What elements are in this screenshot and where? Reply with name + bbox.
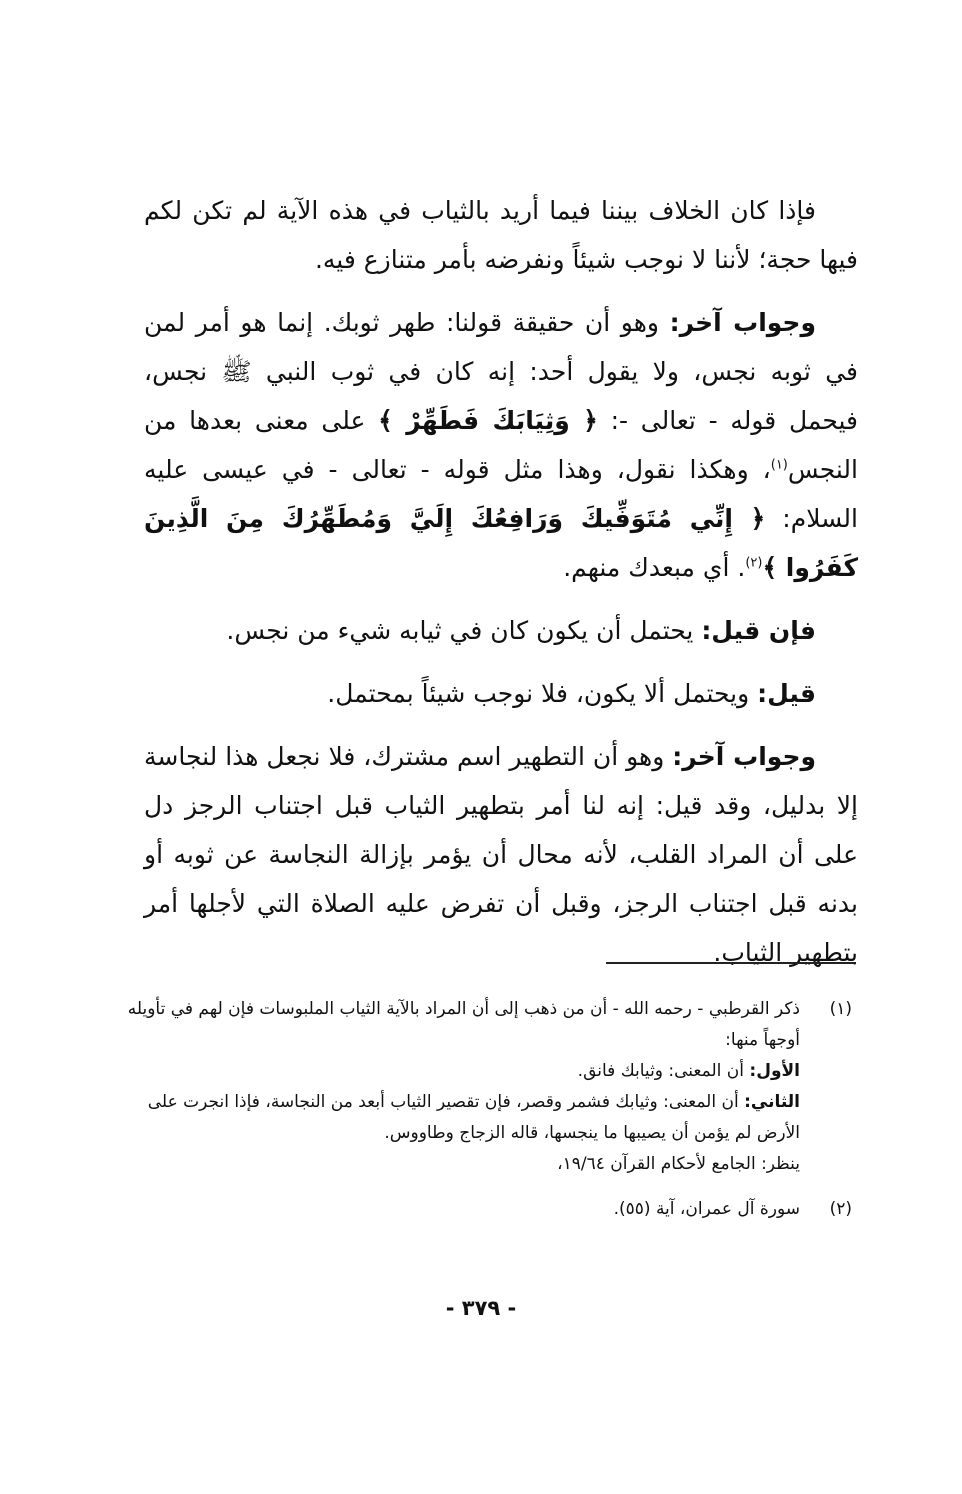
paragraph-4-label: قيل: xyxy=(757,679,816,708)
paragraph-3 xyxy=(144,606,858,655)
quran-quote-2: ﴿ إِنِّي مُتَوَفِّيكَ وَرَافِعُكَ إِلَيَّ وَمُطَهِّرُكَ مِنَ الَّذِينَ كَفَرُوا ﴾ xyxy=(144,504,858,582)
footnote-ref-2[interactable]: (٢) xyxy=(745,555,763,571)
footnote-1-number: (١) xyxy=(829,999,852,1019)
footnote-1 xyxy=(110,994,852,1180)
footnote-1-first-text: أن المعنى: وثيابك فانق. xyxy=(577,1061,750,1081)
footnote-1-first xyxy=(110,1056,800,1087)
footnote-1-second-label: الثاني: xyxy=(744,1092,800,1112)
paragraph-2-text-d: . أي مبعدك منهم. xyxy=(563,553,746,582)
footnote-1-second-text: أن المعنى: وثيابك فشمر وقصر، فإن تقصير الثياب أبعد من النجاسة، فإذا انجرت على الأرض لم يؤمن أن يصيبها ما ينجسها، قاله الزجاج وطاووس. xyxy=(147,1092,800,1143)
paragraph-2-text-c: ، وهكذا نقول، وهذا مثل قوله - تعالى - في عيسى عليه السلام: xyxy=(144,455,858,533)
paragraph-5-label: وجواب آخر: xyxy=(672,742,817,771)
footnote-divider xyxy=(606,962,856,964)
footnote-1-second xyxy=(110,1087,800,1149)
main-text xyxy=(144,186,858,977)
paragraph-2-text-b: على معنى بعدها من النجس xyxy=(144,406,858,484)
footnote-2 xyxy=(110,1194,852,1225)
footnote-1-source: ينظر: الجامع لأحكام القرآن ١٩/٦٤، xyxy=(557,1154,800,1174)
paragraph-2-text-a: وهو أن حقيقة قولنا: طهر ثوبك. إنما هو أمر لمن في ثوبه نجس، ولا يقول أحد: إنه كان في ثوب النبي ﷺ نجس، فيحمل قوله - تعالى -: xyxy=(144,308,859,435)
paragraph-5-text: وهو أن التطهير اسم مشترك، فلا نجعل هذا لنجاسة إلا بدليل، وقد قيل: إنه لنا أمر بتطهير الثياب قبل اجتناب الرجز دل على أن المراد القلب، لأنه محال أن يؤمر بإزالة النجاسة عن ثوبه أو بدنه قبل اجتناب الرجز، وقبل أن تفرض عليه الصلاة التي لأجلها أمر بتطهير الثياب. xyxy=(144,742,858,967)
paragraph-4-text: ويحتمل ألا يكون، فلا نوجب شيئاً بمحتمل. xyxy=(327,679,758,708)
paragraph-5 xyxy=(144,732,858,977)
paragraph-2 xyxy=(144,298,858,592)
paragraph-3-label: فإن قيل: xyxy=(701,616,816,645)
paragraph-1-text: فإذا كان الخلاف بيننا فيما أريد بالثياب في هذه الآية لم تكن لكم فيها حجة؛ لأننا لا نوجب شيئاً ونفرضه بأمر متنازع فيه. xyxy=(144,196,858,274)
footnote-1-first-label: الأول: xyxy=(749,1061,800,1081)
paragraph-1 xyxy=(144,186,858,284)
paragraph-3-text: يحتمل أن يكون كان في ثيابه شيء من نجس. xyxy=(226,616,702,645)
page-number: - ٣٧٩ - xyxy=(445,1296,517,1320)
footnote-2-text: سورة آل عمران، آية (٥٥). xyxy=(613,1199,800,1219)
footnotes xyxy=(110,994,852,1225)
footnote-2-number: (٢) xyxy=(829,1199,852,1219)
paragraph-2-label: وجواب آخر: xyxy=(669,308,816,337)
footnote-ref-1[interactable]: (١) xyxy=(770,457,788,473)
paragraph-4 xyxy=(144,669,858,718)
footnote-1-intro: ذكر القرطبي - رحمه الله - أن من ذهب إلى أن المراد بالآية الثياب الملبوسات فإن لهم في تأويله أوجهاً منها: xyxy=(127,999,800,1050)
quran-quote-1: ﴿ وَثِيَابَكَ فَطَهِّرْ ﴾ xyxy=(378,406,598,435)
